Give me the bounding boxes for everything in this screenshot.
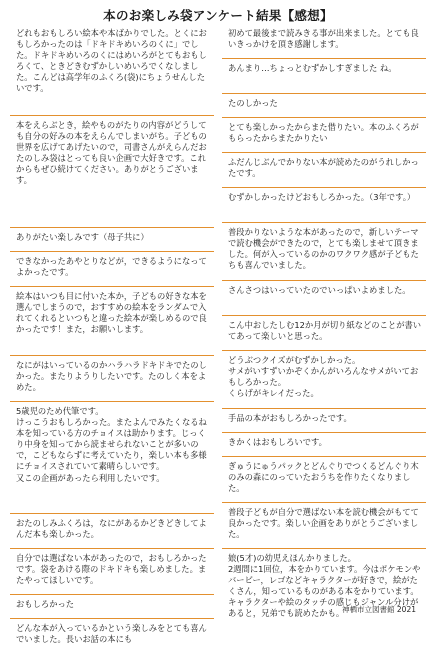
comment-card: きかくはおもしろいです。: [222, 435, 426, 457]
comment-card: どんな本が入っているかという楽しみをとても喜んでいました。長いお話の本にも: [16, 623, 207, 645]
comment-card: あんまり…ちょっとむずかしすぎました ね。: [222, 61, 426, 94]
comment-card: おもしろかった: [10, 597, 214, 619]
comment-card: 絵本はいつも目に付いた本か，子どもの好きな本を選んでしまうので，おすすめの絵本をランダムで入れてくれるといつもと違った絵本が楽しめるので良かったです！また，お願いします。: [10, 289, 214, 356]
comment-card: さんさつはいっていたのでいっぱいよめました。: [222, 283, 426, 316]
comment-card: とても楽しかったからまた借りたい。本のふくろがもらったからまたかりたい: [222, 120, 426, 153]
footer-credit: 神栖市立図書館 2021: [342, 605, 416, 614]
comment-card: 娘(5才)の幼児えほんかりました。 2週間に1回位，本をかりています。今はポケモンやバービー，レゴなどキャラクターが好きで，絵がたくさん，知っているものがある本をかりています。 キャラクターや絵のタッチの感じもジャンル分けがあると，兄弟でも読めたかも。: [228, 553, 421, 619]
comment-card: どうぶつクイズがむずかしかった。 サメがいすずいかぞくかんがいろんなサメがいておもしろかった。 くらげがキレイだった。: [222, 353, 426, 409]
comment-card: 5歳児のため代筆です。 けっこうおもしろかった。またよんでみたくなるね 本を知っている方のチョイスは助かります。じっくり中身を知ってから読ませられないことが多いので，こどもならずに考えていたり，楽しい本も多様にチョイスされていて素晴らしいです。 又この企画があったら利用したいです。: [10, 404, 214, 514]
comment-card: むずかしかったけどおもしろかった。（3年です。）: [222, 190, 426, 223]
comment-card: ふだんじぶんでかりない本が読めたのがうれしかったです。: [222, 155, 426, 188]
comment-card: なにがはいっているのかハラハラドキドキでたのしかった。またりようりしたいです。たのしく本をよめた。: [10, 358, 214, 402]
comment-card: おたのしみふくろは，なにがあるかどきどきしてよんだ本も楽しかった。: [10, 516, 214, 549]
comment-card: たのしかった: [222, 96, 426, 118]
page-title: 本のお楽しみ袋アンケート結果【感想】: [103, 8, 333, 23]
comment-card: 普段子どもが自分で選ばない本を読む機会がもてて良かったです。楽しい企画をありがとうございました。: [222, 505, 426, 549]
comment-card: 自分では選ばない本があったので，おもしろかったです。袋をあける際のドキドキも楽しめました。またやってほしいです。: [10, 551, 214, 595]
comment-card: ありがたい楽しみです（母子共に）: [10, 230, 214, 252]
comment-card: 初めて最後まで読みきる事が出来ました。とても良いきっかけを頂き感謝します。: [222, 26, 426, 59]
comment-card: どれもおもしろい絵本や本ばかりでした。とくにおもしろかったのは「ドキドキめいろのくに」でした。ドキドキめいろのくにはめいろがとてもおもしろくて、ときどきむずかしいめいろでくなしました。こんどは高学年のふくろ(袋)にちょうせんしたいです。: [10, 26, 214, 116]
comment-card: 手品の本がおもしろかったです。: [222, 411, 426, 433]
comment-card: 本をえらぶとき，絵やものがたりの内容がどうしても自分の好みの本をえらんでしまいがち。子どもの世界を広げてあげたいので，司書さんがえらんだおたのしみ袋はとっても良い企画で大好きです。これからもぜひ続けてください。ありがとうございます。: [10, 118, 214, 228]
comment-card: ぎゅうにゅうパックとどんぐりでつくるどんぐり木のみの森にのっていたおうちを作りたくなりました。: [222, 459, 426, 503]
comment-card: こん中おしたしむ12か月が切り紙などのことが書いてあって楽しいと思った。: [222, 318, 426, 351]
comment-card: できなかったあやとりなどが，できるようになってよかったです。: [10, 254, 214, 287]
comment-card: 普段かりないような本があったので，新しいテーマで読む機会ができたので，とても楽しませて頂きました。何が入っているのかのワクワク感が子どもたちも喜んでいました。: [222, 225, 426, 281]
